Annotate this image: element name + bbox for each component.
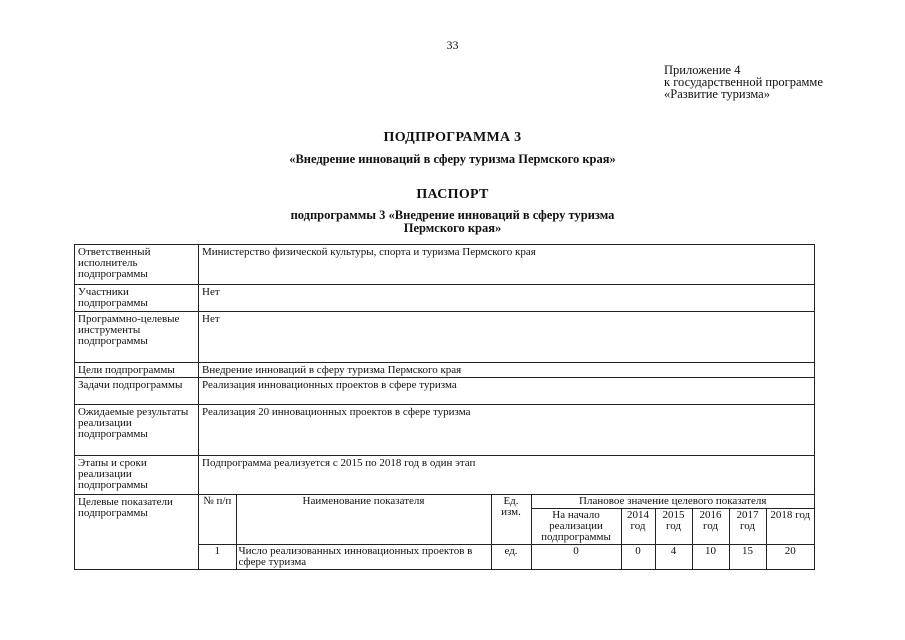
table-row <box>75 378 815 405</box>
table-row <box>75 312 815 363</box>
appendix-note <box>664 64 823 100</box>
row-value: Реализация инновационных проектов в сфере туризма <box>199 378 815 405</box>
passport-subtitle-line-1: подпрограммы 3 «Внедрение инноваций в сферу туризма <box>290 208 615 222</box>
table-row <box>75 285 815 312</box>
row-label: Ожидаемые результаты реализации подпрограммы <box>75 405 199 456</box>
col-unit-header: Ед. изм. <box>491 495 531 545</box>
indicators-table <box>199 495 814 569</box>
passport-subtitle <box>0 209 905 235</box>
passport-subtitle-line-2: Пермского края» <box>403 221 502 235</box>
appendix-line-1: Приложение 4 <box>664 63 741 77</box>
page-number: 33 <box>446 38 459 52</box>
passport-title: ПАСПОРТ <box>416 187 489 202</box>
col-num-header: № п/п <box>199 495 236 545</box>
indicators-row <box>75 495 815 570</box>
table-row <box>75 363 815 378</box>
indicator-start-value: 0 <box>531 545 621 570</box>
indicator-unit: ед. <box>491 545 531 570</box>
col-year-header: 2018 год <box>766 509 814 545</box>
row-label: Ответственный исполнитель подпрограммы <box>75 245 199 285</box>
table-row <box>75 405 815 456</box>
row-value: Внедрение инноваций в сферу туризма Пермского края <box>199 363 815 378</box>
passport-table <box>74 244 815 570</box>
table-row <box>75 456 815 495</box>
appendix-line-2: к государственной программе <box>664 75 823 89</box>
col-year-header: 2016 год <box>692 509 729 545</box>
row-value: Нет <box>199 312 815 363</box>
indicator-value-2017: 15 <box>729 545 766 570</box>
row-value: Подпрограмма реализуется с 2015 по 2018 год в один этап <box>199 456 815 495</box>
indicator-name: Число реализованных инновационных проектов в сфере туризма <box>236 545 491 570</box>
indicator-data-row <box>199 545 814 570</box>
row-label: Программно-целевые инструменты подпрограммы <box>75 312 199 363</box>
appendix-line-3: «Развитие туризма» <box>664 87 770 101</box>
indicator-num: 1 <box>199 545 236 570</box>
row-label: Участники подпрограммы <box>75 285 199 312</box>
indicators-cell <box>199 495 815 570</box>
row-label: Цели подпрограммы <box>75 363 199 378</box>
table-row <box>75 245 815 285</box>
indicator-value-2016: 10 <box>692 545 729 570</box>
col-start-header: На начало реализации подпрограммы <box>531 509 621 545</box>
indicator-value-2015: 4 <box>655 545 692 570</box>
indicators-label: Целевые показатели подпрограммы <box>75 495 199 570</box>
col-year-header: 2017 год <box>729 509 766 545</box>
row-value: Министерство физической культуры, спорта и туризма Пермского края <box>199 245 815 285</box>
indicators-header-row <box>199 495 814 509</box>
subprogram-subtitle: «Внедрение инноваций в сферу туризма Пермского края» <box>289 152 616 166</box>
subprogram-title: ПОДПРОГРАММА 3 <box>383 130 522 145</box>
col-year-header: 2014 год <box>621 509 655 545</box>
col-year-header: 2015 год <box>655 509 692 545</box>
row-label: Этапы и сроки реализации подпрограммы <box>75 456 199 495</box>
col-plan-header: Плановое значение целевого показателя <box>531 495 814 509</box>
row-value: Нет <box>199 285 815 312</box>
indicator-value-2014: 0 <box>621 545 655 570</box>
indicator-value-2018: 20 <box>766 545 814 570</box>
col-name-header: Наименование показателя <box>236 495 491 545</box>
row-label: Задачи подпрограммы <box>75 378 199 405</box>
row-value: Реализация 20 инновационных проектов в сфере туризма <box>199 405 815 456</box>
